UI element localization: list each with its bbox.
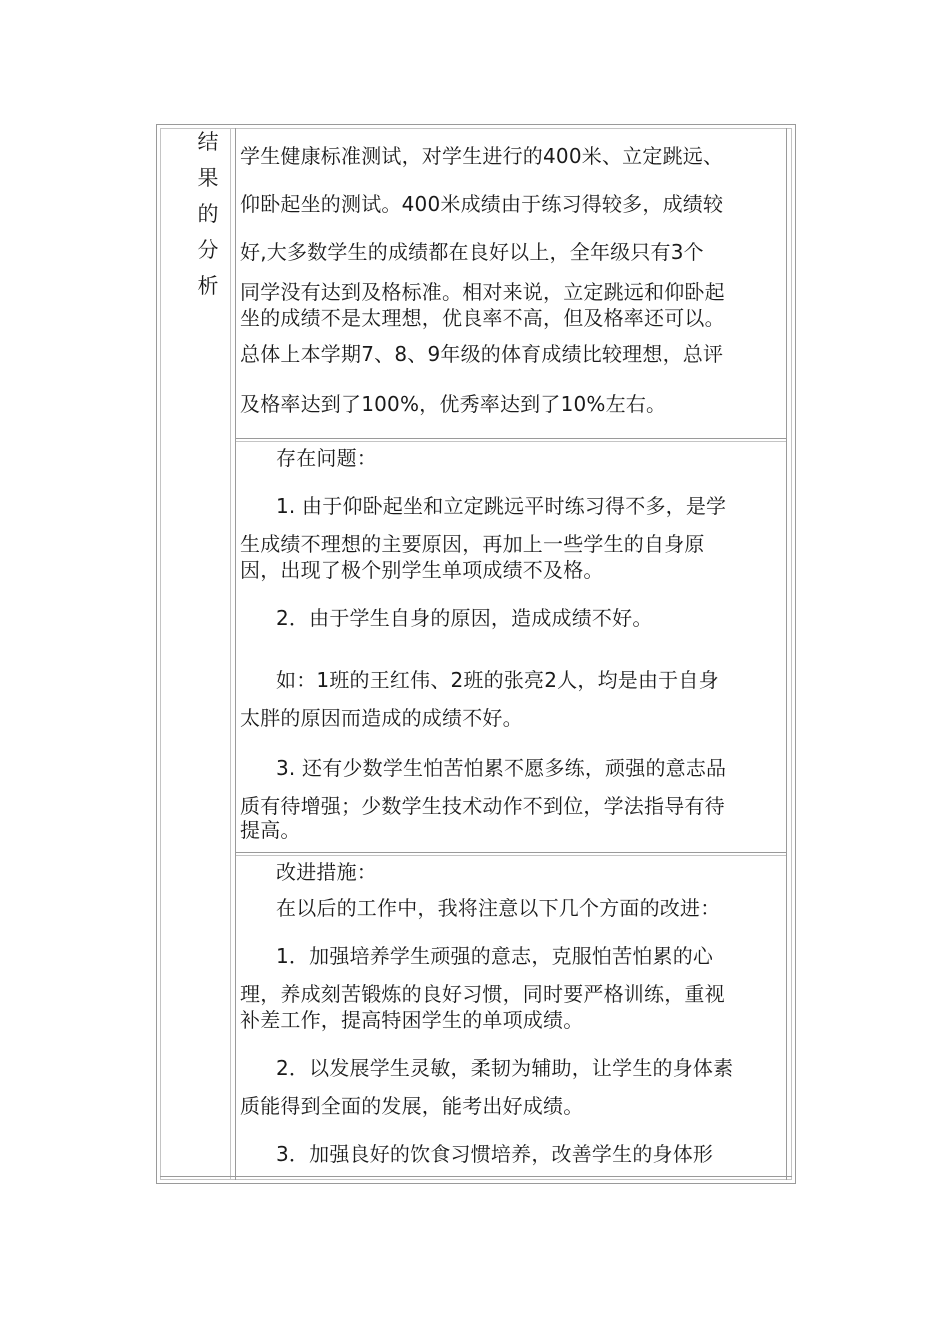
text-line: 好,大多数学生的成绩都在良好以上，全年级只有3个 [240,240,704,264]
section-label-char: 果 [197,166,219,190]
section-label-char: 结 [197,130,219,154]
section-label-char: 分 [197,238,219,262]
problems-heading: 存在问题： [276,446,377,470]
text-line: 理，养成刻苦锻炼的良好习惯，同时要严格训练，重视 [240,982,725,1006]
section-label-char: 的 [197,202,219,226]
text-line: 太胖的原因而造成的成绩不好。 [240,706,523,730]
measure-item-3: 3．加强良好的饮食习惯培养，改善学生的身体形 [276,1142,714,1166]
text-line: 补差工作，提高特困学生的单项成绩。 [240,1008,584,1032]
table-bottom-border [160,1176,792,1180]
problem-item-2: 2．由于学生自身的原因，造成成绩不好。 [276,606,653,630]
text-line: 质能得到全面的发展，能考出好成绩。 [240,1094,584,1118]
text-line: 学生健康标准测试，对学生进行的400米、立定跳远、 [240,144,724,168]
row-divider-problems [236,438,786,442]
section-label-vertical [190,124,226,304]
text-line: 生成绩不理想的主要原因，再加上一些学生的自身原 [240,532,705,556]
measures-heading: 改进措施： [276,860,377,884]
text-line: 及格率达到了100%，优秀率达到了10%左右。 [240,392,667,416]
measure-item-2: 2．以发展学生灵敏，柔韧为辅助，让学生的身体素 [276,1056,734,1080]
text-line: 坐的成绩不是太理想，优良率不高，但及格率还可以。 [240,306,725,330]
text-line: 总体上本学期7、8、9年级的体育成绩比较理想，总评 [240,342,724,366]
problem-item-1: 1. 由于仰卧起坐和立定跳远平时练习得不多，是学 [276,494,727,518]
text-line: 仰卧起坐的测试。400米成绩由于练习得较多，成绩较 [240,192,724,216]
label-column-divider [230,128,236,1180]
text-line: 因，出现了极个别学生单项成绩不及格。 [240,558,604,582]
text-line: 提高。 [240,818,301,842]
measures-intro: 在以后的工作中，我将注意以下几个方面的改进： [276,896,721,920]
measure-item-1: 1．加强培养学生顽强的意志，克服怕苦怕累的心 [276,944,714,968]
text-line: 质有待增强；少数学生技术动作不到位，学法指导有待 [240,794,725,818]
problem-item-3: 3. 还有少数学生怕苦怕累不愿多练，顽强的意志品 [276,756,727,780]
text-line: 同学没有达到及格标准。相对来说，立定跳远和仰卧起 [240,280,725,304]
problem-example: 如：1班的王红伟、2班的张亮2人，均是由于自身 [276,668,719,692]
section-label-char: 析 [197,274,219,298]
row-divider-measures [236,852,786,856]
right-column-border [786,128,792,1180]
